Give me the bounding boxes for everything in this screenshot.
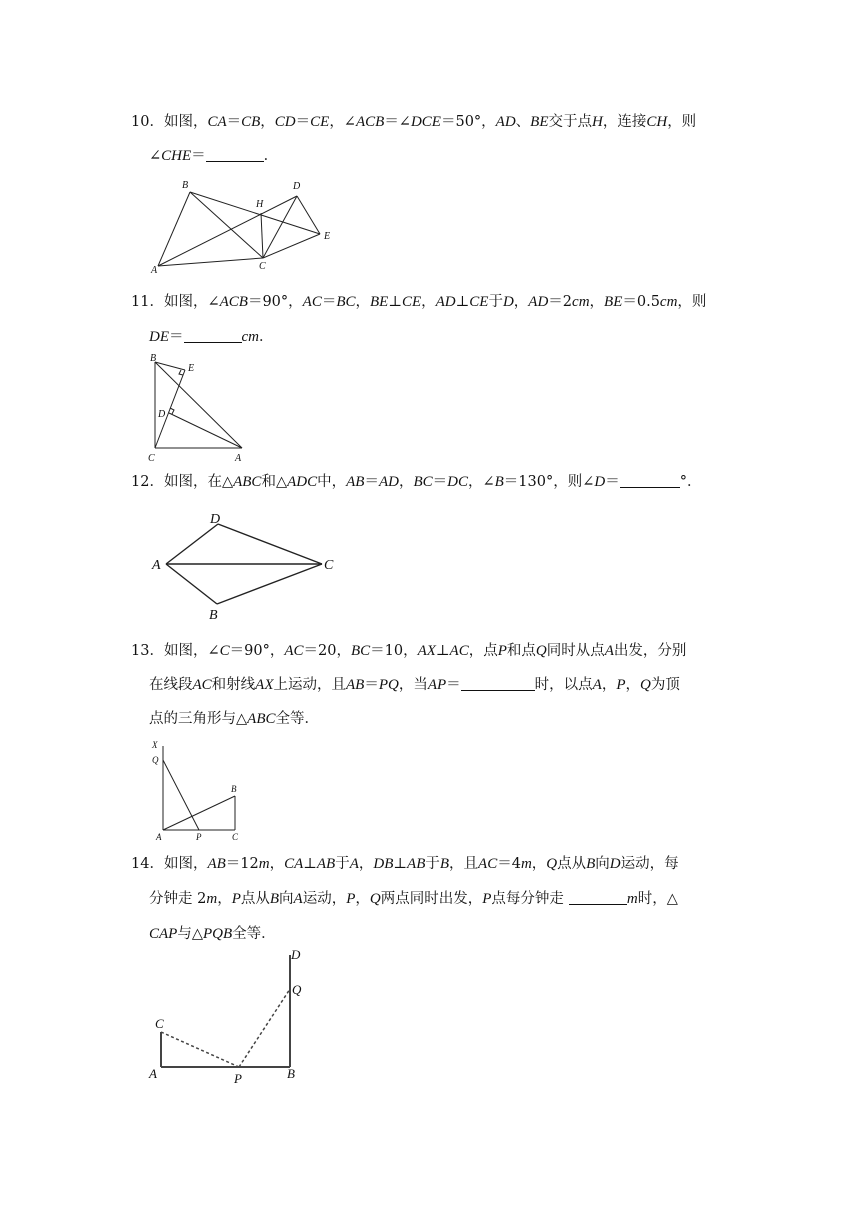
answer-blank [206,147,264,162]
q13-line2: 在线段AC和射线AX上运动，且AB＝PQ，当AP＝ 时，以点A，P，Q为顶 [149,677,680,693]
segment-BA [155,362,242,448]
segment-BC [217,564,322,604]
q11-line1: 11．如图，∠ACB＝90°，AC＝BC，BE⊥CE，AD⊥CE于D，AD＝2cm，BE＝0.5cm，则 [131,294,707,310]
segment-PQ [239,989,290,1067]
label-P: P [196,832,202,842]
label-A: A [156,832,162,842]
segment-CD [263,196,297,258]
right-angle-mark-E [179,370,183,375]
segment-BE [190,192,320,234]
segment-CE [263,234,320,258]
label-B: B [209,608,218,623]
label-H: H [256,199,264,210]
label-A: A [235,453,242,464]
answer-blank [620,473,680,488]
label-C: C [324,558,334,573]
segment-AB [163,796,235,830]
segment-CH [261,213,263,258]
q13-line3: 点的三角形与△ABC全等． [149,711,319,727]
label-C: C [155,1016,164,1031]
label-D: D [158,409,166,420]
label-C: C [259,261,266,272]
q13-figure [148,736,258,850]
label-P: P [234,1071,242,1086]
q11-figure [146,350,256,469]
q12-figure [150,506,350,630]
segment-DE [297,196,320,234]
right-angle-mark-D [170,408,174,414]
segment-QP [163,760,199,830]
label-A: A [151,265,158,276]
label-D: D [210,512,221,527]
segment-AD [158,196,297,266]
q13-line1: 13．如图，∠C＝90°，AC＝20，BC＝10，AX⊥AC，点P和点Q同时从点A出发，分别 [131,643,687,659]
q14-line1: 14．如图，AB＝12m，CA⊥AB于A，DB⊥AB于B，且AC＝4m，Q点从B向D运动，每 [131,856,679,872]
q10-line1: 10．如图，CA＝CB，CD＝CE，∠ACB＝∠DCE＝50°，AD、BE交于点H，连接CH，则 [131,114,697,130]
label-B: B [150,353,157,364]
q14-figure [145,944,320,1093]
q10-figure [150,178,340,282]
label-X: X [152,740,158,750]
answer-blank [461,676,535,691]
label-C: C [232,832,239,842]
label-Q: Q [292,982,302,997]
label-E: E [188,363,195,374]
segment-AD [166,524,218,564]
label-D: D [293,181,301,192]
q14-line2: 分钟走 2m，P点从B向A运动，P，Q两点同时出发，P点每分钟走 m时，△ [149,891,678,907]
label-B: B [182,180,189,191]
answer-blank [184,328,242,343]
q12-line1: 12．如图，在△ABC和△ADC中，AB＝AD，BC＝DC，∠B＝130°，则∠D＝ °． [131,474,702,490]
q11-line2: DE＝ cm． [149,329,274,345]
label-A: A [149,1066,157,1081]
q10-line2: ∠CHE＝ ． [149,148,279,164]
label-B: B [287,1066,295,1081]
label-Q: Q [152,755,159,765]
label-B: B [231,784,237,794]
answer-blank [569,890,627,905]
segment-AC [158,258,263,266]
segment-AB [158,192,190,266]
segment-DC [218,524,322,564]
q14-line3: CAP与△PQB全等． [149,926,276,942]
segment-AB [166,564,217,604]
label-D: D [291,947,301,962]
segment-AD [169,413,242,448]
label-A: A [152,558,161,573]
label-E: E [324,231,331,242]
label-C: C [148,453,155,464]
segment-BC [190,192,263,258]
segment-CP [161,1032,239,1067]
